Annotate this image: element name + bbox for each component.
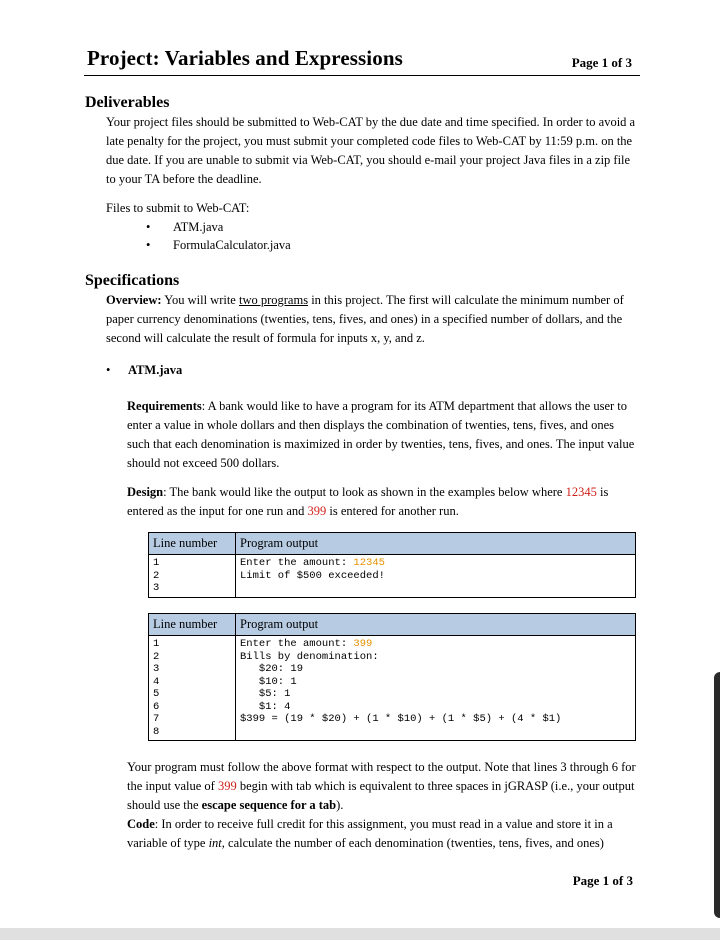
design-paragraph [127, 483, 637, 521]
design-value-2: 399 [307, 504, 327, 518]
page-number-footer: Page 1 of 3 [572, 873, 633, 888]
overview-label: Overview: [106, 293, 162, 307]
prompt-text: Enter the amount: [240, 557, 354, 569]
design-pre: : The bank would like the output to look as shown in the examples below where [163, 485, 563, 499]
overview-paragraph [106, 291, 638, 348]
overview-pre: You will write [164, 293, 236, 307]
output-line [240, 726, 631, 739]
requirements-text: : A bank would like to have a program for its ATM department that allows the user to enter a value in whole dollars and then displays the combination of twenties, tens, fives, and ones such that each denomination is maximized in order by twenties, tens, fives, and ones. The input value should not exceed 500 dollars. [127, 399, 635, 470]
deliverables-text: Your project files should be submitted to Web-CAT by the due date and time specified. In order to avoid a late penalty for the project, you must submit your completed code files to Web-CAT by 11:59 p.m. on the due date. If you are unable to submit via Web-CAT, you should e-mail your project Java files in a zip file to your TA before the deadline. [106, 115, 636, 186]
input-value: 399 [353, 638, 373, 650]
output-line: Bills by denomination: [240, 650, 379, 663]
files-label: Files to submit to Web-CAT: [106, 201, 250, 215]
example-output-table-2 [148, 613, 636, 741]
format-mid: begin with tab which is equivalent to three spaces in jGRASP (i.e., your output should use the [127, 779, 635, 812]
code-type: int [208, 836, 222, 850]
bullet-icon: • [146, 238, 151, 252]
output-line [240, 582, 631, 595]
bullet-icon: • [106, 363, 111, 377]
program-output-header: Program output [236, 533, 636, 555]
page-title: Project: Variables and Expressions [87, 46, 403, 70]
requirements-paragraph [127, 397, 637, 473]
page-number-header: Page 1 of 3 [571, 55, 632, 70]
output-line: $20: 19 [240, 663, 304, 675]
example-output-table-1 [148, 532, 636, 598]
file-name: FormulaCalculator.java [173, 238, 291, 252]
bottom-bar [0, 928, 720, 940]
scrollbar-handle[interactable] [714, 672, 720, 918]
format-post: ). [336, 798, 344, 812]
line-number-header: Line number [149, 533, 236, 555]
code-post: , calculate the number of each denomination (twenties, tens, fives, and ones) [221, 836, 604, 850]
program-output-header: Program output [236, 614, 636, 636]
atm-bullet-label: ATM.java [128, 363, 183, 377]
format-value: 399 [217, 779, 237, 793]
format-paragraph [127, 758, 637, 815]
program-output-cell [236, 636, 636, 741]
code-paragraph [127, 815, 637, 853]
code-pre: : In order to receive full credit for this assignment, you must read in a value and store it in a variable of type [127, 817, 613, 850]
output-line: $5: 1 [240, 688, 291, 700]
format-bold: escape sequence for a tab [201, 798, 337, 812]
design-value-1: 12345 [565, 485, 597, 499]
bullet-icon: • [146, 220, 151, 234]
design-label: Design [127, 485, 164, 499]
code-label: Code [127, 817, 155, 831]
line-number-cell: 1 2 3 4 5 6 7 8 [149, 636, 236, 741]
file-name: ATM.java [173, 220, 224, 234]
program-output-cell [236, 555, 636, 598]
format-pre: Your program must follow the above format with respect to the output. Note that lines 3 through 6 for the input value of [127, 760, 636, 793]
design-mid: is entered as the input for one run and [127, 485, 609, 518]
output-line: $10: 1 [240, 675, 297, 688]
header-divider [84, 75, 640, 76]
line-number-cell: 1 2 3 [149, 555, 236, 598]
requirements-label: Requirements [127, 399, 202, 413]
specifications-heading: Specifications [85, 272, 180, 289]
overview-link: two programs [238, 293, 309, 307]
deliverables-heading: Deliverables [85, 94, 170, 111]
prompt-text: Enter the amount: [240, 638, 354, 650]
design-post: is entered for another run. [329, 504, 459, 518]
line-number-header: Line number [149, 614, 236, 636]
input-value: 12345 [353, 557, 385, 569]
output-line: Limit of $500 exceeded! [240, 569, 385, 582]
output-line: $399 = (19 * $20) + (1 * $10) + (1 * $5) + (4 * $1) [240, 713, 562, 725]
output-line: $1: 4 [240, 700, 291, 713]
overview-post: in this project. The first will calculate the minimum number of paper currency denominations (twenties, tens, fives, and ones) in a specified number of dollars, and the second will calculate the result of formula for inputs x, y, and z. [106, 293, 624, 345]
